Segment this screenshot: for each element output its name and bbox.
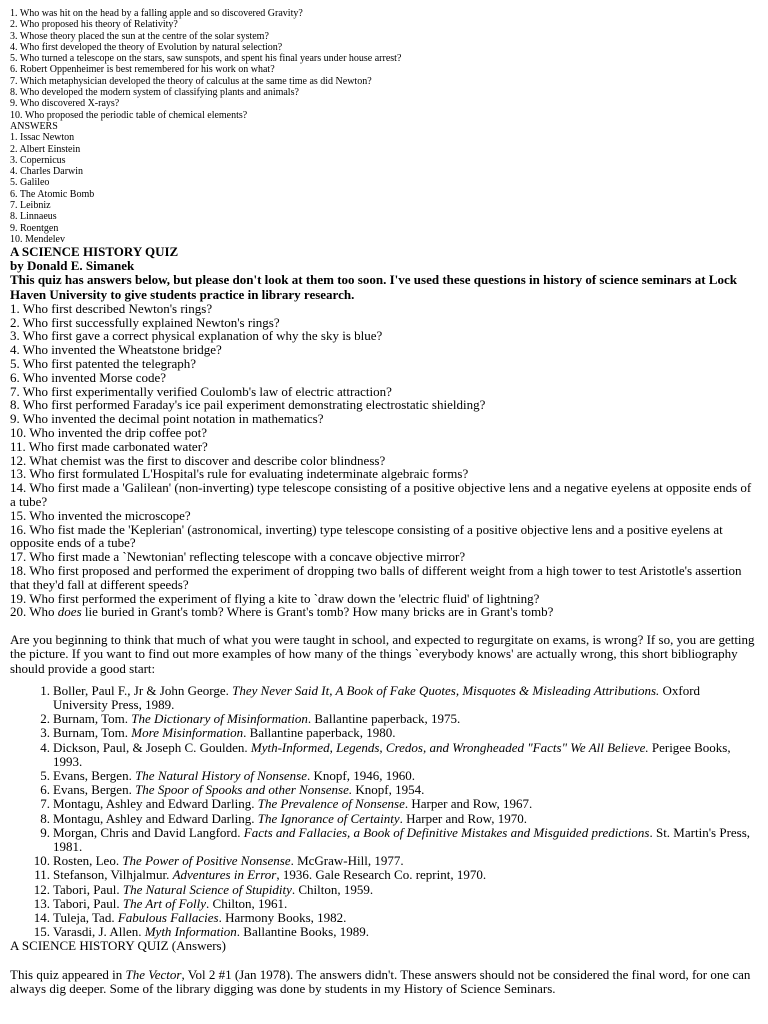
bibliography-item-title: The Power of Positive Nonsense <box>122 853 291 869</box>
bibliography-item-publisher: Perigee Books, 1993. <box>53 739 731 769</box>
quiz1-question: 4. Who first developed the theory of Evolution by natural selection? <box>10 41 283 53</box>
q20-text-italic: does <box>57 604 82 620</box>
bibliography-item-title: They Never Said It, A Book of Fake Quotes, Misquotes & Misleading Attributions. <box>232 682 660 698</box>
quiz1-question: 6. Robert Oppenheimer is best remembered for his work on what? <box>10 64 275 76</box>
answers-section <box>10 939 758 996</box>
bibliography-item-number: 8. <box>40 810 50 826</box>
answers-section-heading: A SCIENCE HISTORY QUIZ (Answers) <box>10 938 226 954</box>
quiz1-answer: 3. Copernicus <box>10 154 66 166</box>
bibliography-item-author: Dickson, Paul, & Joseph C. Goulden. <box>53 739 251 755</box>
bibliography-item-title: More Misinformation <box>131 725 244 741</box>
quiz1-answer: 4. Charles Darwin <box>10 166 84 178</box>
bibliography-item-author: Montagu, Ashley and Edward Darling. <box>53 810 258 826</box>
quiz1-answer: 6. The Atomic Bomb <box>10 188 95 200</box>
answers-heading: ANSWERS <box>10 120 58 132</box>
bibliography-item-title: Facts and Fallacies, a Book of Definitive Mistakes and Misguided predictions <box>243 824 650 840</box>
bibliography-item-author: Montagu, Ashley and Edward Darling. <box>53 796 258 812</box>
quiz1-answer: 1. Issac Newton <box>10 132 75 144</box>
quiz2-byline: by Donald E. Simanek <box>10 258 135 274</box>
quiz1-answer: 8. Linnaeus <box>10 211 57 223</box>
quiz1-answer: 9. Roentgen <box>10 222 59 234</box>
bibliography-item-author: Burnam, Tom. <box>53 711 132 727</box>
quiz2-question: 9. Who invented the decimal point notation in mathematics? <box>10 411 324 427</box>
bibliography-item-title: Myth Information <box>144 924 237 940</box>
bibliography-intro: Are you beginning to think that much of what you were taught in school, and expected to regurgitate on exams, is wrong? If so, you are getting the picture. If you want to find out more examples of how many of the things `everybody knows' are actually wrong, this short bibliography should provide a good start: <box>10 632 755 676</box>
quiz1-question: 1. Who was hit on the head by a falling apple and so discovered Gravity? <box>10 8 303 19</box>
bibliography-item <box>10 897 758 911</box>
bibliography-item-title: The Natural History of Nonsense <box>135 768 307 783</box>
bibliography-item <box>10 712 758 726</box>
bibliography-item-number: 13. <box>33 895 50 911</box>
answers-section-text <box>10 968 758 996</box>
bibliography-item-number: 7. <box>40 796 50 812</box>
bibliography-item-number: 5. <box>40 768 50 783</box>
bibliography-item-author: Tabori, Paul. <box>53 881 123 897</box>
bibliography-item-publisher: , 1936. Gale Research Co. reprint, 1970. <box>276 867 487 883</box>
quiz2-question: 17. Who first made a `Newtonian' reflecting telescope with a concave objective mirror? <box>10 549 466 565</box>
quiz1-section <box>10 8 758 245</box>
bibliography-item-number: 10. <box>33 853 50 869</box>
quiz1-question: 8. Who developed the modern system of classifying plants and animals? <box>10 87 299 99</box>
quiz1-answer: 2. Albert Einstein <box>10 143 81 155</box>
answers-text-italic: The Vector <box>125 966 182 982</box>
bibliography-item-title: Myth-Informed, Legends, Credos, and Wrongheaded "Facts" We All Believe. <box>250 739 649 755</box>
quiz1-question: 3. Whose theory placed the sun at the centre of the solar system? <box>10 30 269 42</box>
bibliography-item-number: 3. <box>40 725 50 741</box>
bibliography-item-author: Varasdi, J. Allen. <box>53 924 145 940</box>
bibliography-item-publisher: . Harper and Row, 1967. <box>404 796 533 812</box>
quiz1-question: 5. Who turned a telescope on the stars, saw sunspots, and spent his final years under house arrest? <box>10 53 402 65</box>
q20-text-end: lie buried in Grant's tomb? Where is Grant's tomb? How many bricks are in Grant's tomb? <box>81 604 554 620</box>
quiz2-question: 16. Who fist made the 'Keplerian' (astronomical, inverting) type telescope consisting of a positive objective lens and a positive eyelens at opposite ends of a tube? <box>10 521 723 551</box>
quiz2-question-20 <box>10 605 758 619</box>
bibliography-item-author: Tabori, Paul. <box>53 895 123 911</box>
bibliography-item-number: 11. <box>34 867 50 883</box>
bibliography-item-title: The Prevalence of Nonsense <box>257 796 405 812</box>
quiz2-question: 19. Who first performed the experiment of flying a kite to `draw down the 'electric fluid' of lightning? <box>10 590 540 606</box>
quiz2-question: 11. Who first made carbonated water? <box>10 438 208 454</box>
bibliography-item <box>10 883 758 897</box>
bibliography-item-author: Burnam, Tom. <box>53 725 132 741</box>
quiz2-question: 4. Who invented the Wheatstone bridge? <box>10 342 222 358</box>
quiz1-question: 9. Who discovered X-rays? <box>10 98 120 110</box>
bibliography-item-publisher: . Ballantine paperback, 1980. <box>243 725 396 741</box>
bibliography-item <box>10 797 758 811</box>
bibliography-item-number: 6. <box>40 782 50 798</box>
quiz2-questions <box>10 302 758 619</box>
bibliography-item-number: 1. <box>40 682 50 698</box>
bibliography-item-publisher: . St. Martin's Press, 1981. <box>53 824 751 855</box>
quiz1-answer: 10. Mendelev <box>10 233 65 245</box>
bibliography-item <box>10 868 758 882</box>
bibliography-item <box>10 726 758 740</box>
quiz2-question: 2. Who first successfully explained Newton's rings? <box>10 314 280 330</box>
bibliography-item <box>10 783 758 797</box>
bibliography-item-author: Stefanson, Vilhjalmur. <box>53 867 173 883</box>
quiz2-section <box>10 245 758 619</box>
quiz1-question: 10. Who proposed the periodic table of chemical elements? <box>10 109 248 121</box>
bibliography-item-author: Boller, Paul F., Jr & John George. <box>53 682 233 698</box>
bibliography-item-number: 9. <box>40 824 50 840</box>
bibliography-item-number: 12. <box>33 881 50 897</box>
bibliography-item <box>10 854 758 868</box>
bibliography-item-title: The Spoor of Spooks and other Nonsense. <box>135 782 353 798</box>
quiz2-question: 18. Who first proposed and performed the experiment of dropping two balls of different weight from a high tower to test Aristotle's assertion that they'd fall at different speeds? <box>10 562 742 592</box>
bibliography-item-publisher: . Knopf, 1946, 1960. <box>306 768 415 783</box>
bibliography-item-author: Rosten, Leo. <box>53 853 123 869</box>
quiz2-question: 15. Who invented the microscope? <box>10 507 191 523</box>
quiz1-answers <box>10 132 758 245</box>
bibliography-item-title: Fabulous Fallacies <box>117 910 219 926</box>
bibliography-item-publisher: Knopf, 1954. <box>352 782 425 798</box>
quiz1-answer: 5. Galileo <box>10 177 50 189</box>
bibliography-item-title: The Art of Folly <box>122 895 207 911</box>
bibliography-item-author: Evans, Bergen. <box>53 782 136 798</box>
quiz2-question: 13. Who first formulated L'Hospital's rule for evaluating indeterminate algebraic forms? <box>10 466 469 482</box>
quiz2-question: 12. What chemist was the first to discover and describe color blindness? <box>10 452 386 468</box>
bibliography-item-title: Adventures in Error <box>172 867 277 883</box>
answers-text-start: This quiz appeared in <box>10 966 126 982</box>
quiz1-questions <box>10 8 758 121</box>
bibliography-item-title: The Dictionary of Misinformation <box>131 711 308 727</box>
bibliography-item-publisher: . Ballantine paperback, 1975. <box>307 711 461 727</box>
bibliography-item-publisher: . Harper and Row, 1970. <box>399 810 527 826</box>
quiz2-intro: This quiz has answers below, but please don't look at them too soon. I've used these questions in history of science seminars at Lock Haven University to give students practice in library research. <box>10 272 737 302</box>
bibliography-item-title: The Ignorance of Certainty <box>257 810 400 826</box>
bibliography-item-author: Morgan, Chris and David Langford. <box>53 824 244 840</box>
quiz2-title: A SCIENCE HISTORY QUIZ <box>10 244 179 260</box>
bibliography-item <box>10 925 758 939</box>
bibliography-item-title: The Natural Science of Stupidity <box>122 881 292 897</box>
quiz2-question: 8. Who first performed Faraday's ice pail experiment demonstrating electrostatic shielding? <box>10 397 486 413</box>
bibliography-item <box>10 741 758 769</box>
answers-text-end: , Vol 2 #1 (Jan 1978). The answers didn't. These answers should not be considered the final word, for one can always dig deeper. Some of the library digging was done by students in my History of Science Seminars. <box>10 966 751 996</box>
quiz2-question: 10. Who invented the drip coffee pot? <box>10 425 207 441</box>
bibliography-item-number: 14. <box>33 910 50 926</box>
q20-text-start: 20. Who <box>10 604 58 620</box>
bibliography-item-number: 2. <box>40 711 50 727</box>
bibliography-item-publisher: . Harmony Books, 1982. <box>218 910 347 926</box>
quiz1-question: 2. Who proposed his theory of Relativity? <box>10 19 178 31</box>
bibliography-item <box>10 911 758 925</box>
bibliography-item-number: 4. <box>40 739 50 755</box>
bibliography-item-number: 15. <box>33 924 50 940</box>
quiz2-question: 1. Who first described Newton's rings? <box>10 300 213 316</box>
bibliography-item <box>10 812 758 826</box>
quiz2-question: 6. Who invented Morse code? <box>10 369 167 385</box>
quiz2-question: 5. Who first patented the telegraph? <box>10 356 197 372</box>
bibliography-item <box>10 769 758 783</box>
bibliography-item <box>10 684 758 712</box>
bibliography-item-author: Tuleja, Tad. <box>53 910 118 926</box>
quiz2-question: 7. Who first experimentally verified Coulomb's law of electric attraction? <box>10 383 392 399</box>
quiz2-question: 14. Who first made a 'Galilean' (non-inverting) type telescope consisting of a positive objective lens and a negative eyelens at opposite ends of a tube? <box>10 480 752 509</box>
bibliography-item-publisher: . Chilton, 1959. <box>291 881 374 897</box>
bibliography-item <box>10 826 758 854</box>
bibliography-item-author: Evans, Bergen. <box>53 768 136 783</box>
quiz1-answer: 7. Leibniz <box>10 200 51 212</box>
bibliography-item-publisher: . McGraw-Hill, 1977. <box>290 853 404 869</box>
bibliography-item-publisher: . Chilton, 1961. <box>206 895 288 911</box>
bibliography-list <box>10 684 758 940</box>
bibliography-section <box>10 633 758 939</box>
quiz2-question: 3. Who first gave a correct physical explanation of why the sky is blue? <box>10 328 383 344</box>
quiz1-question: 7. Which metaphysician developed the theory of calculus at the same time as did Newton? <box>10 75 372 87</box>
bibliography-item-publisher: Oxford University Press, 1989. <box>53 682 701 712</box>
bibliography-item-publisher: . Ballantine Books, 1989. <box>236 924 369 940</box>
